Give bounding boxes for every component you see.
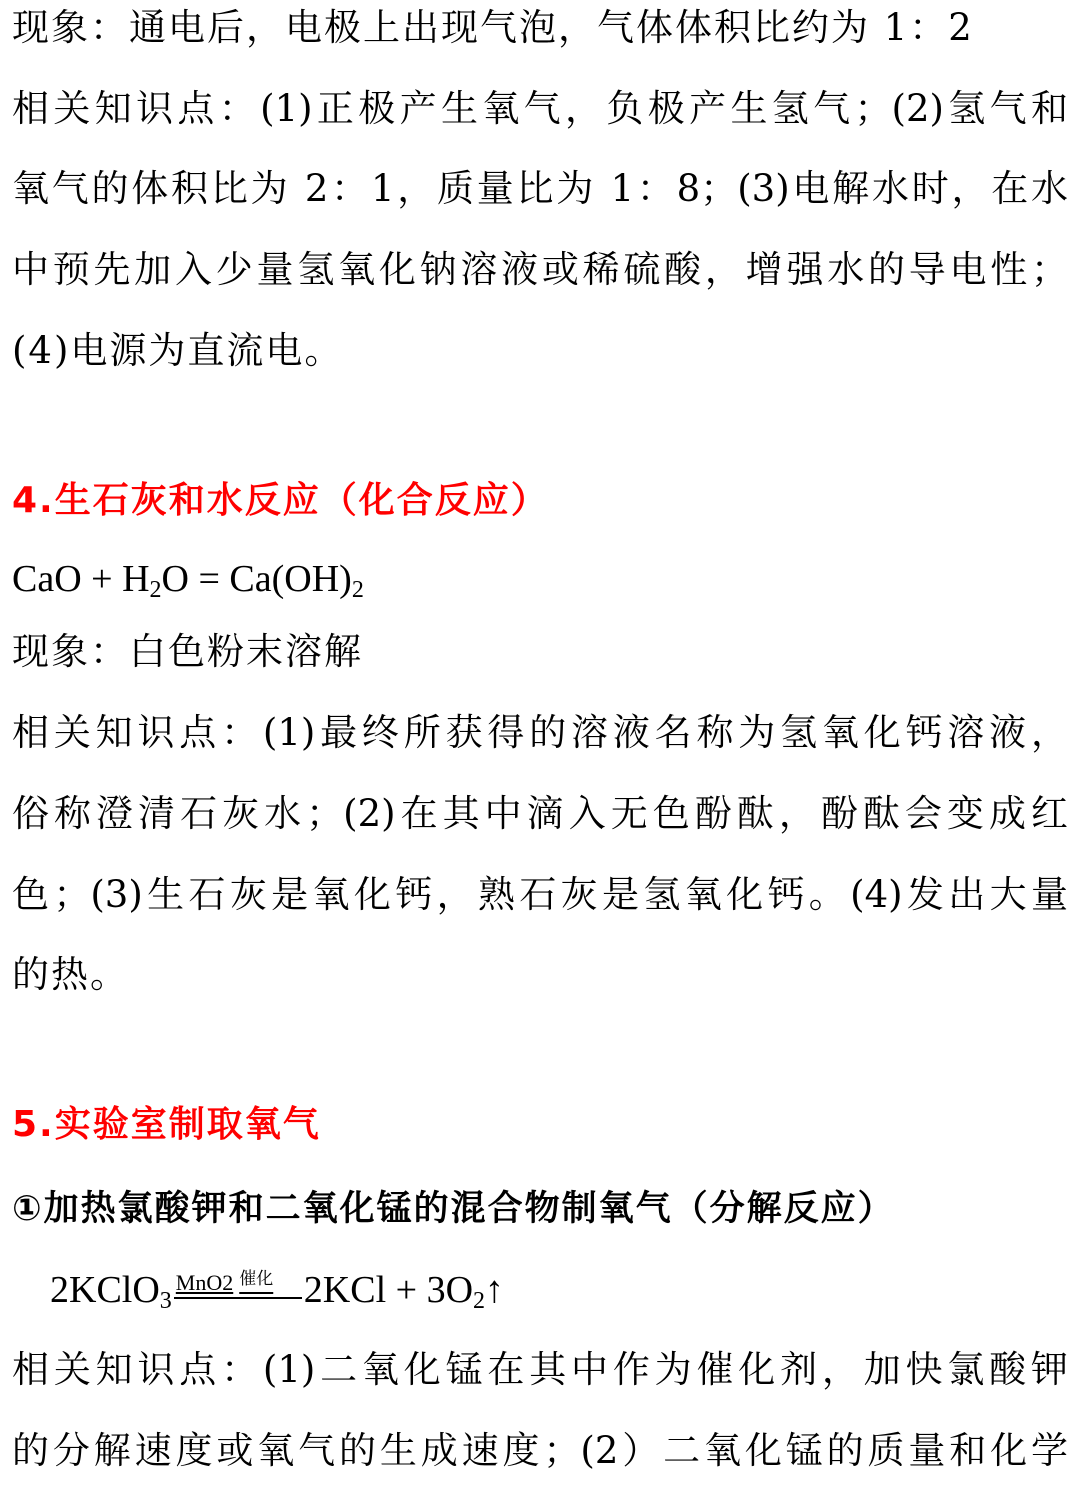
equation-subscript: 3	[159, 1288, 172, 1314]
gas-arrow: ↑	[485, 1269, 505, 1311]
phenomenon-text: 现象：白色粉末溶解	[12, 630, 363, 673]
equation-subscript: 2	[149, 577, 162, 603]
catalyst-label: MnO2	[175, 1270, 234, 1295]
knowledge-line: 俗称澄清石灰水；(2)在其中滴入无色酚酞，酚酞会变成红	[12, 792, 1068, 835]
section-heading: 4.生石灰和水反应（化合反应）	[12, 480, 549, 521]
equals-line	[174, 1297, 302, 1301]
knowledge-line: 色；(3)生石灰是氧化钙，熟石灰是氢氧化钙。(4)发出大量	[12, 873, 1068, 916]
subsection-heading: ①加热氯酸钾和二氧化锰的混合物制氧气（分解反应）	[12, 1189, 895, 1229]
section-heading: 5.实验室制取氧气	[12, 1104, 321, 1145]
chemical-equation	[12, 554, 364, 604]
knowledge-line: 氧气的体积比为 2：1，质量比为 1：8；(3)电解水时，在水	[12, 167, 1068, 210]
equation-subscript: 2	[473, 1288, 486, 1314]
equation-part: O = Ca(OH)	[161, 558, 352, 600]
reaction-condition	[174, 1269, 302, 1315]
knowledge-line: 相关知识点：(1)二氧化锰在其中作为催化剂，加快氯酸钾	[12, 1348, 1068, 1391]
chemical-equation	[50, 1265, 504, 1315]
equation-part: 2KClO	[50, 1269, 160, 1311]
knowledge-line: (4)电源为直流电。	[12, 329, 344, 372]
knowledge-line: 中预先加入少量氢氧化钠溶液或稀硫酸，增强水的导电性；	[12, 248, 1068, 291]
equation-part: CaO + H	[12, 558, 150, 600]
equation-subscript: 2	[351, 577, 364, 603]
knowledge-line: 相关知识点：(1)最终所获得的溶液名称为氢氧化钙溶液，	[12, 711, 1068, 754]
knowledge-line: 的分解速度或氧气的生成速度；(2）二氧化锰的质量和化学	[12, 1429, 1068, 1472]
knowledge-line: 相关知识点：(1)正极产生氧气，负极产生氢气；(2)氢气和	[12, 87, 1068, 130]
knowledge-line: 的热。	[12, 953, 129, 996]
catalyst-note: 催化	[239, 1269, 274, 1289]
equation-part: 2KCl + 3O	[303, 1269, 474, 1311]
phenomenon-text: 现象：通电后，电极上出现气泡，气体体积比约为 1：2	[12, 6, 974, 49]
